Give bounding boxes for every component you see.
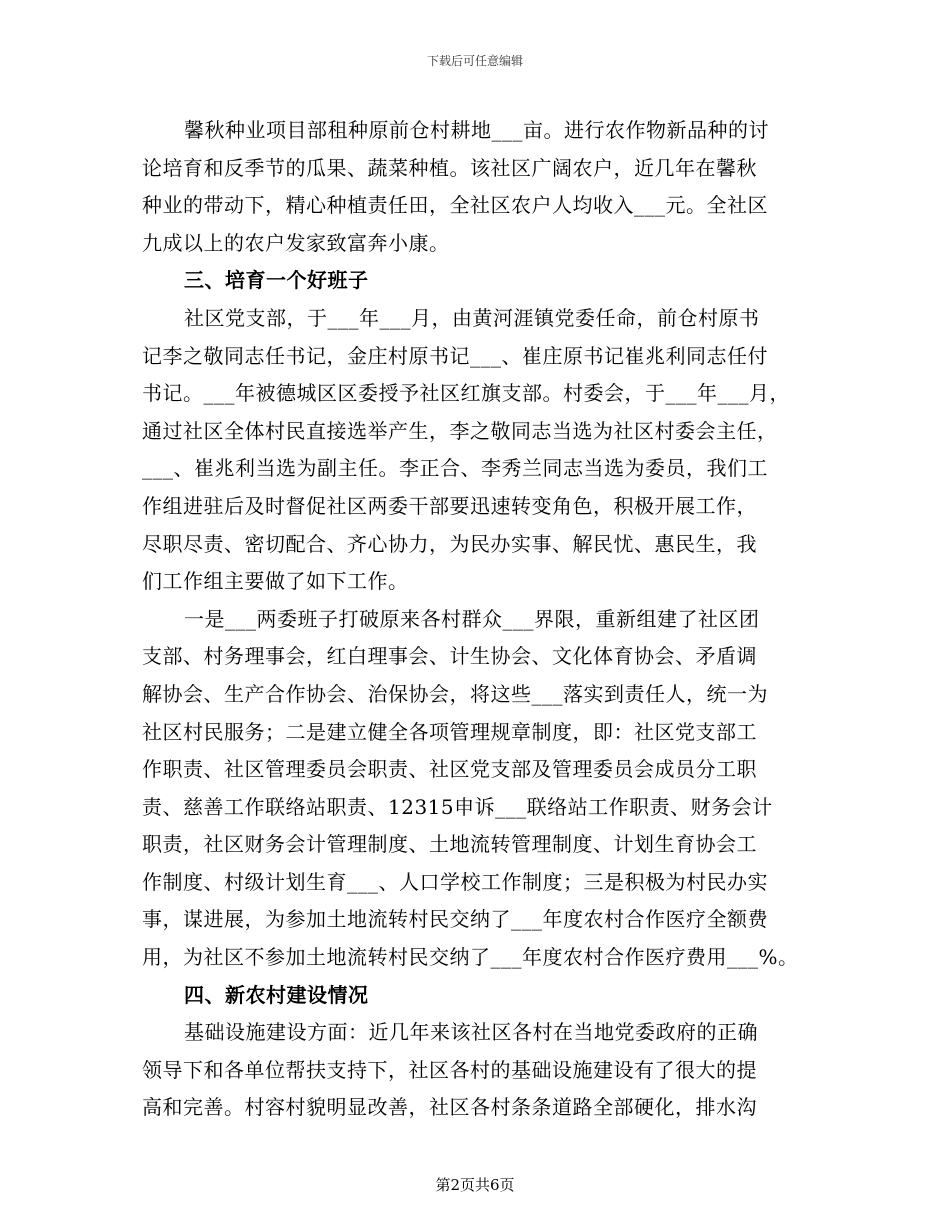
paragraph-line: 尽职尽责、密切配合、齐心协力，为民办实事、解民忧、惠民生，我 xyxy=(142,531,757,556)
paragraph-line: 九成以上的农户发家致富奔小康。 xyxy=(142,230,450,255)
page-header-note: 下载后可任意编辑 xyxy=(426,54,523,68)
paragraph-line: 责、慈善工作联络站职责、12315申诉___联络站工作职责、财务会计 xyxy=(142,794,773,819)
paragraph-line: 作组进驻后及时督促社区两委干部要迅速转变角色，积极开展工作， xyxy=(142,493,757,518)
paragraph-line: 用，为社区不参加土地流转村民交纳了___年度农村合作医疗费用___%。 xyxy=(142,945,799,970)
paragraph-line: 职责，社区财务会计管理制度、土地流转管理制度、计划生育协会工 xyxy=(142,832,757,857)
paragraph-line: 作职责、社区管理委员会职责、社区党支部及管理委员会成员分工职 xyxy=(142,757,757,782)
paragraph-line: 一是___两委班子打破原来各村群众___界限，重新组建了社区团 xyxy=(184,606,760,631)
paragraph-line: 支部、村务理事会，红白理事会、计生协会、文化体育协会、矛盾调 xyxy=(142,644,757,669)
paragraph-line: 解协会、生产合作协会、治保协会，将这些___落实到责任人，统一为 xyxy=(142,681,768,706)
paragraph-line: 领导下和各单位帮扶支持下，社区各村的基础设施建设有了很大的提 xyxy=(142,1057,757,1082)
paragraph-line: 事，谋进展，为参加土地流转村民交纳了___年度农村合作医疗全额费 xyxy=(142,907,768,932)
paragraph-line: 高和完善。村容村貌明显改善，社区各村条条道路全部硬化，排水沟 xyxy=(142,1095,757,1120)
paragraph-line: 社区党支部，于___年___月，由黄河涯镇党委任命，前仓村原书 xyxy=(184,305,760,330)
paragraph-line: 论培育和反季节的瓜果、蔬菜种植。该社区广阔农户，近几年在馨秋 xyxy=(142,155,757,180)
paragraph-line: 通过社区全体村民直接选举产生，李之敬同志当选为社区村委会主任， xyxy=(142,418,778,443)
paragraph-line: 基础设施建设方面：近几年来该社区各村在当地党委政府的正确 xyxy=(184,1020,758,1045)
paragraph-line: 馨秋种业项目部租种原前仓村耕地___亩。进行农作物新品种的讨 xyxy=(184,118,769,142)
paragraph-line: 书记。___年被德城区区委授予社区红旗支部。村委会，于___年___月， xyxy=(142,381,790,406)
section-heading-3: 三、培育一个好班子 xyxy=(184,268,369,293)
paragraph-line: 们工作组主要做了如下工作。 xyxy=(142,569,409,594)
paragraph-line: 社区村民服务；二是建立健全各项管理规章制度，即：社区党支部工 xyxy=(142,719,757,744)
paragraph-line: 种业的带动下，精心种植责任田，全社区农户人均收入___元。全社区 xyxy=(142,193,768,218)
paragraph-line: ___、崔兆利当选为副主任。李正合、李秀兰同志当选为委员，我们工 xyxy=(142,456,768,481)
paragraph-line: 作制度、村级计划生育___、人口学校工作制度；三是积极为村民办实 xyxy=(142,869,768,894)
paragraph-line: 记李之敬同志任书记，金庄村原书记___、崔庄原书记崔兆利同志任付 xyxy=(142,343,768,368)
document-body xyxy=(142,112,812,1127)
page-number: 第2页共6页 xyxy=(435,1176,515,1194)
section-heading-4: 四、新农村建设情况 xyxy=(184,982,369,1007)
